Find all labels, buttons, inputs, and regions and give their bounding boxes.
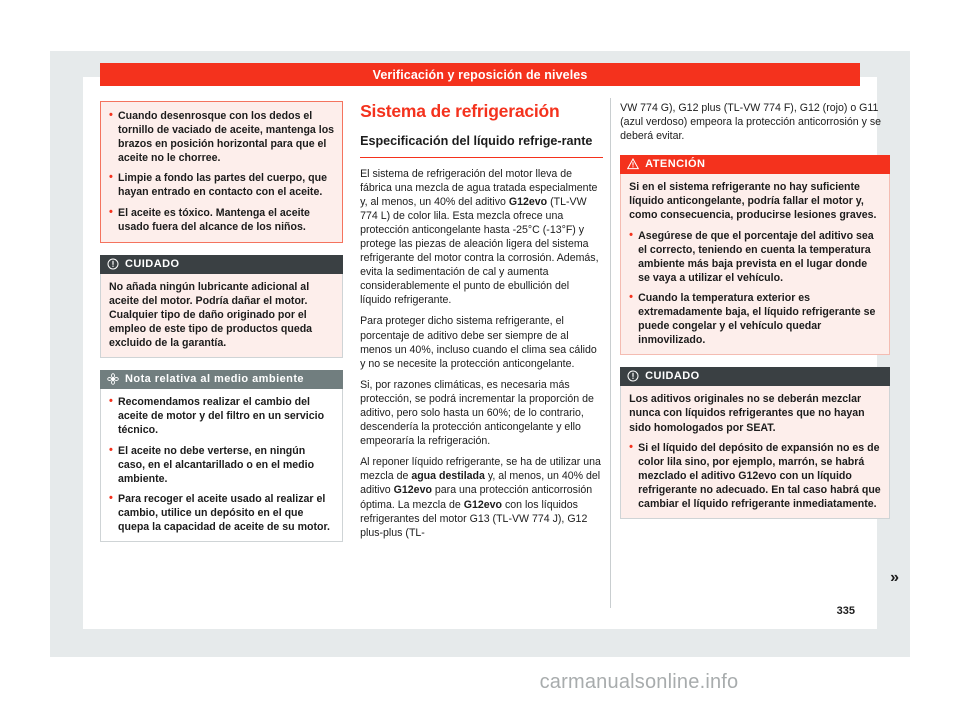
exclamation-circle-icon: [107, 258, 119, 270]
paragraph: No añada ningún lubricante adicional al aceite del motor. Podría dañar el motor. Cualquier tipo de daño originado por el empleo de este tipo de productos queda excluido de la garantía.: [109, 280, 313, 350]
list-item: • Recomendamos realizar el cambio del aceite de motor y del filtro en un servicio técnico.: [109, 395, 334, 437]
coolant-spec-text: [360, 167, 603, 540]
list-item: • Limpie a fondo las partes del cuerpo, que hayan entrado en contacto con el aceite.: [109, 171, 334, 199]
environment-note-body: [100, 389, 343, 542]
oil-handling-bullets-box: [100, 101, 343, 243]
environment-flower-icon: [107, 373, 119, 385]
caution-box-right-title: CUIDADO: [645, 370, 700, 383]
paragraph: El sistema de refrigeración del motor lleva de fábrica una mezcla de agua tratada especialmente y, al menos, un 40% del aditivo G12evo (TL-VW 774 L) de color lila. Esta mezcla ofrece una protección anticongelante hasta -25°C (-13°F) y protege las piezas de aleación ligera del sistema refrigerante del motor contra la corrosión. Además, evita la sedimentación de cal y aumenta considerablemente el punto de ebullición del líquido refrigerante.: [360, 167, 599, 307]
coolant-spec-continuation: [620, 101, 890, 143]
oil-handling-bullets-body: [100, 101, 343, 243]
list-item: • El aceite no debe verterse, en ningún caso, en el alcantarillado o en el medio ambiente.: [109, 444, 334, 486]
list-item: • Cuando la temperatura exterior es extremadamente baja, el líquido refrigerante se puede congelar y el vehículo quedar inmovilizado.: [629, 291, 881, 347]
warning-box-right-body: [620, 174, 890, 355]
column-left: [100, 101, 343, 554]
running-header: [100, 63, 860, 86]
environment-note-title: Nota relativa al medio ambiente: [125, 373, 305, 386]
warning-box-right-header: [620, 155, 890, 174]
manual-page: [83, 67, 900, 629]
list-item: • Asegúrese de que el porcentaje del aditivo sea el correcto, teniendo en cuenta la temperatura ambiente más baja prevista en el lugar donde se vaya a utilizar el vehículo.: [629, 229, 881, 285]
page-title: Sistema de refrigeración: [360, 101, 560, 121]
warning-box-right: [620, 155, 890, 355]
environment-note-box: [100, 370, 343, 542]
watermark: [0, 671, 960, 694]
caution-box-left-header: [100, 255, 343, 274]
watermark-text: carmanualsonline.info: [539, 671, 739, 693]
column-middle: [360, 101, 603, 554]
paragraph: Si, por razones climáticas, es necesaria más protección, se podrá incrementar la proporción de aditivo, pero solo hasta un 60%; de lo contrario, descendería la protección anticongelante y ello empeoraría la refrigeración.: [360, 378, 594, 448]
running-header-title: Verificación y reposición de niveles: [372, 67, 588, 82]
paragraph: Al reponer líquido refrigerante, se ha de utilizar una mezcla de agua destilada y, al menos, un 40% del aditivo G12evo para una protección anticorrosión óptima. La mezcla de G12evo con los líquidos refrigerantes del motor G13 (TL-VW 774 J), G12 plus-plus (TL-: [360, 456, 601, 539]
list-item: • El aceite es tóxico. Mantenga el aceite usado fuera del alcance de los niños.: [109, 206, 334, 234]
paragraph: VW 774 G), G12 plus (TL-VW 774 F), G12 (rojo) o G11 (azul verdoso) empeora la protección anticorrosión y se deberá evitar.: [620, 102, 882, 143]
warning-box-right-title: ATENCIÓN: [645, 158, 706, 171]
page-columns: [100, 101, 900, 586]
caution-box-left: [100, 255, 343, 358]
caution-box-right-body: [620, 386, 890, 519]
paragraph: Los aditivos originales no se deberán mezclar nunca con líquidos refrigerantes que no hayan sido homologados por SEAT.: [629, 393, 865, 434]
caution-box-left-body: [100, 274, 343, 358]
caution-box-left-title: CUIDADO: [125, 257, 180, 270]
caution-box-right: [620, 367, 890, 519]
list-item: • Cuando desenrosque con los dedos el tornillo de vaciado de aceite, mantenga los brazos en posición horizontal para que el aceite no le chorree.: [109, 109, 334, 165]
page-number: 335: [836, 605, 855, 617]
page-edge-marker: »: [890, 569, 900, 586]
subsection-title: Especificación del líquido refrige-rante: [360, 134, 603, 158]
column-right: [620, 101, 900, 586]
warning-triangle-icon: [627, 158, 639, 170]
paragraph: Para proteger dicho sistema refrigerante, el porcentaje de aditivo debe ser siempre de al menos un 40%, incluso cuando el clima sea cálido y no se necesite la protección anticongelante.: [360, 315, 597, 370]
exclamation-circle-icon: [627, 370, 639, 382]
environment-note-header: [100, 370, 343, 389]
paragraph: Si en el sistema refrigerante no hay suficiente líquido anticongelante, podría fallar el motor y, como consecuencia, producirse lesiones graves.: [629, 181, 877, 222]
list-item: • Si el líquido del depósito de expansión no es de color lila sino, por ejemplo, marrón, se habrá mezclado el aditivo G12evo con un líquido refrigerante no adecuado. En tal caso habrá que cambiar el líquido refrigerante inmediatamente.: [629, 441, 881, 511]
caution-box-right-header: [620, 367, 890, 386]
list-item: • Para recoger el aceite usado al realizar el cambio, utilice un depósito en el que quepa la capacidad de aceite de su motor.: [109, 492, 334, 534]
